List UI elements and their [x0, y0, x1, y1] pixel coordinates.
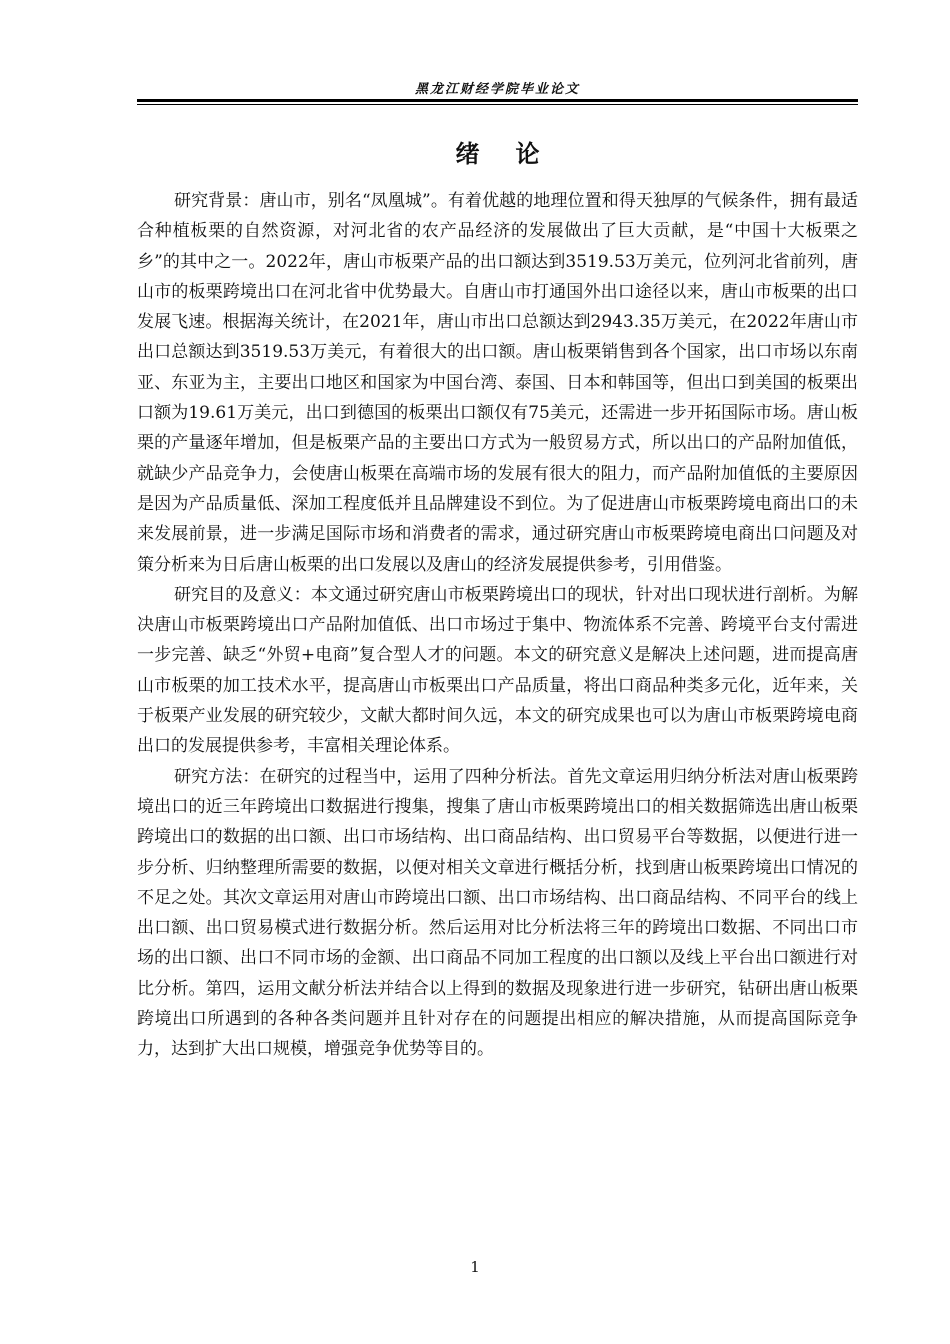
- body-text: [137, 186, 858, 1065]
- header-rule-thick: [137, 99, 858, 102]
- paragraph-methods: 研究方法：在研究的过程当中，运用了四种分析法。首先文章运用归纳分析法对唐山板栗跨境出口的近三年跨境出口数据进行搜集，搜集了唐山市板栗跨境出口的相关数据筛选出唐山板栗跨境出口的数据的出口额、出口市场结构、出口商品结构、出口贸易平台等数据，以便进行进一步分析、归纳整理所需要的数据，以便对相关文章进行概括分析，找到唐山板栗跨境出口情况的不足之处。其次文章运用对唐山市跨境出口额、出口市场结构、出口商品结构、不同平台的线上出口额、出口贸易模式进行数据分析。然后运用对比分析法将三年的跨境出口数据、不同出口市场的出口额、出口不同市场的金额、出口商品不同加工程度的出口额以及线上平台出口额进行对比分析。第四，运用文献分析法并结合以上得到的数据及现象进行进一步研究，钻研出唐山板栗跨境出口所遇到的各种各类问题并且针对存在的问题提出相应的解决措施，从而提高国际竞争力，达到扩大出口规模，增强竞争优势等目的。: [137, 766, 858, 1060]
- paragraph-purpose: 研究目的及意义：本文通过研究唐山市板栗跨境出口的现状，针对出口现状进行剖析。为解决唐山市板栗跨境出口产品附加值低、出口市场过于集中、物流体系不完善、跨境平台支付需进一步完善、缺乏“外贸+电商”复合型人才的问题。本文的研究意义是解决上述问题，进而提高唐山市板栗的加工技术水平，提高唐山市板栗出口产品质量，将出口商品种类多元化，近年来，关于板栗产业发展的研究较少，文献大都时间久远，本文的研究成果也可以为唐山市板栗跨境电商出口的发展提供参考，丰富相关理论体系。: [137, 584, 858, 757]
- header-rule-thin: [137, 104, 858, 105]
- paragraph-background: 研究背景：唐山市，别名“凤凰城”。有着优越的地理位置和得天独厚的气候条件，拥有最适合种植板栗的自然资源，对河北省的农产品经济的发展做出了巨大贡献，是“中国十大板栗之乡”的其中之一。2022年，唐山市板栗产品的出口额达到3519.53万美元，位列河北省前列，唐山市的板栗跨境出口在河北省中优势最大。自唐山市打通国外出口途径以来，唐山市板栗的出口发展飞速。根据海关统计，在2021年，唐山市出口总额达到2943.35万美元，在2022年唐山市出口总额达到3519.53万美元，有着很大的出口额。唐山板栗销售到各个国家，出口市场以东南亚、东亚为主，主要出口地区和国家为中国台湾、泰国、日本和韩国等，但出口到美国的板栗出口额为19.61万美元，出口到德国的板栗出口额仅有75美元，还需进一步开拓国际市场。唐山板栗的产量逐年增加，但是板栗产品的主要出口方式为一般贸易方式，所以出口的产品附加值低，就缺少产品竞争力，会使唐山板栗在高端市场的发展有很大的阻力，而产品附加值低的主要原因是因为产品质量低、深加工程度低并且品牌建设不到位。为了促进唐山市板栗跨境电商出口的未来发展前景，进一步满足国际市场和消费者的需求，通过研究唐山市板栗跨境电商出口问题及对策分析来为日后唐山板栗的出口发展以及唐山的经济发展提供参考，引用借鉴。: [137, 191, 858, 575]
- chapter-title: 绪论: [455, 139, 576, 168]
- page-header-title: 黑龙江财经学院毕业论文: [414, 82, 580, 97]
- page-number: 1: [470, 1258, 480, 1276]
